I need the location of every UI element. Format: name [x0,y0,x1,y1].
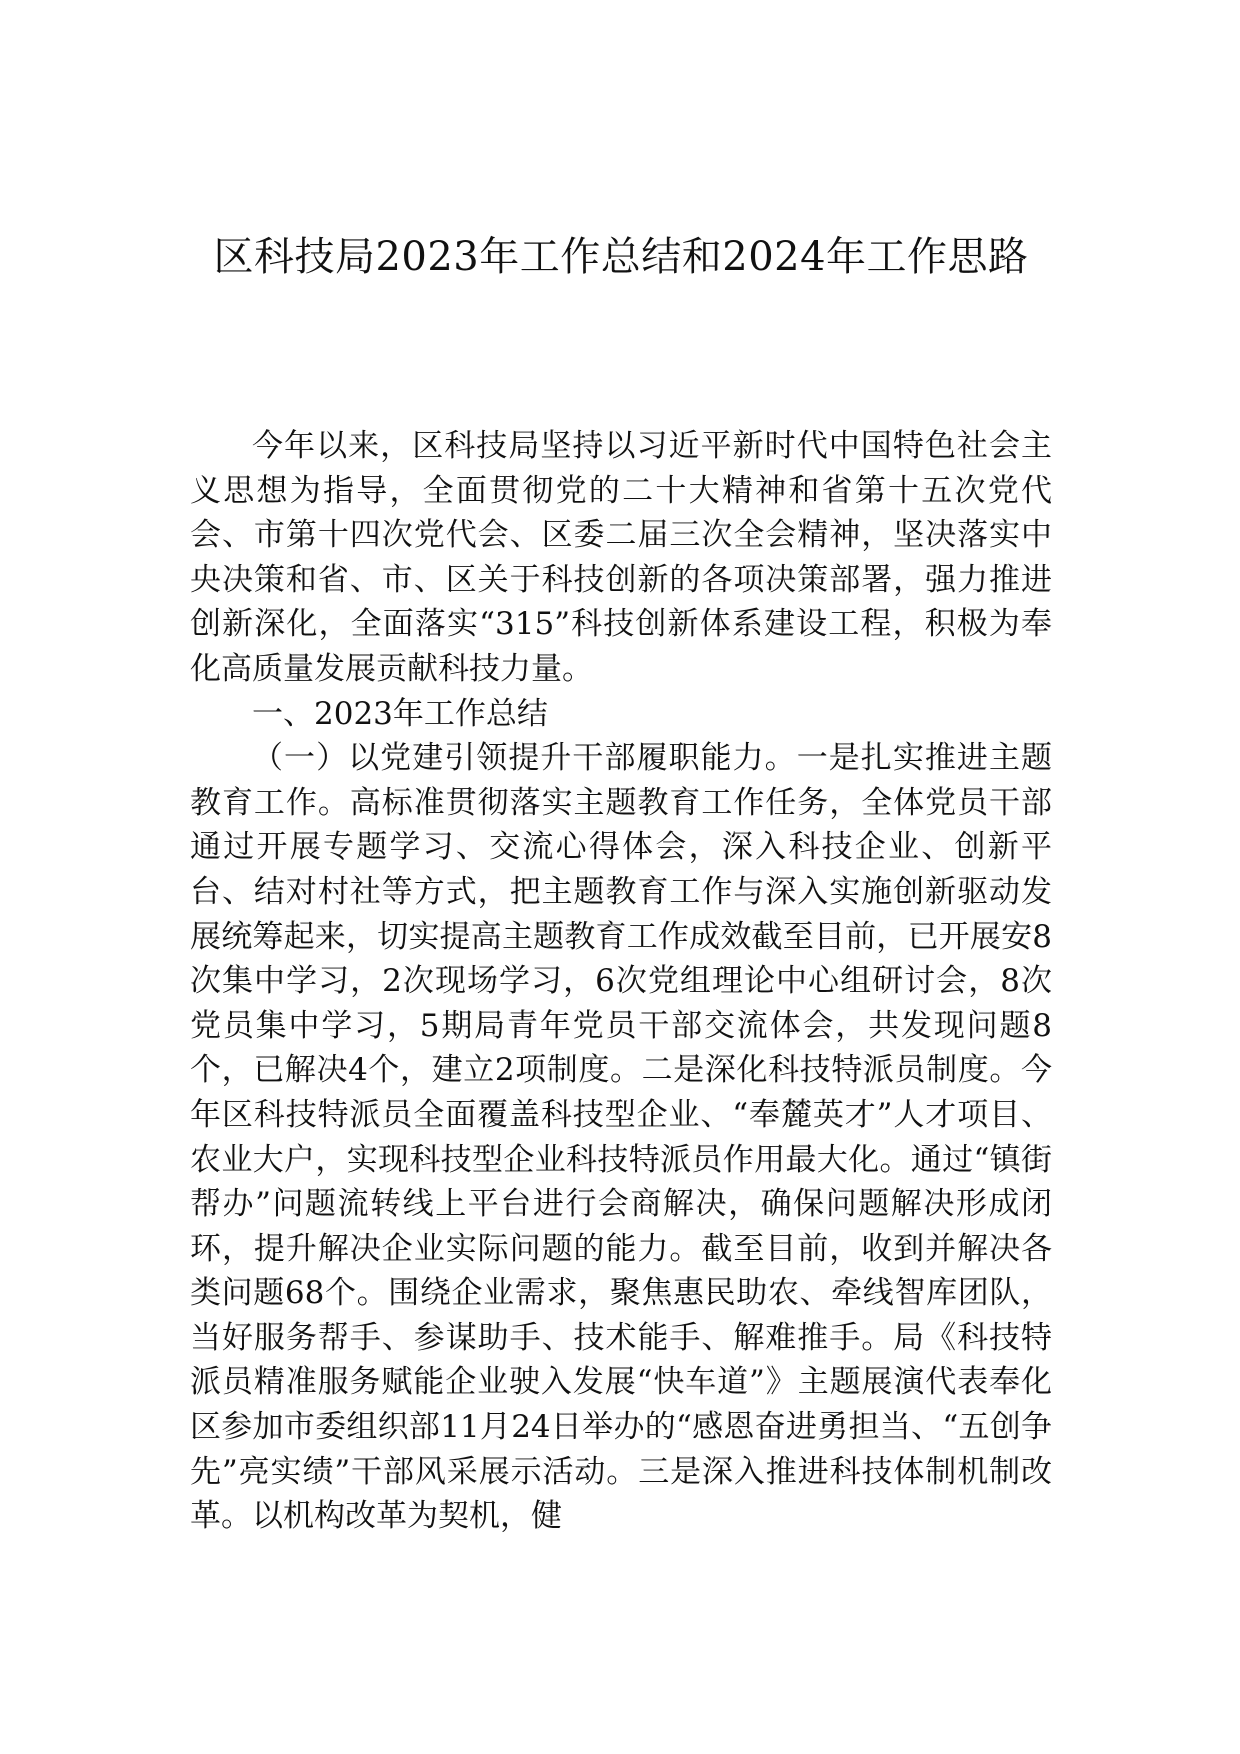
document-body [190,424,1052,1539]
section-1-paragraph-1: （一）以党建引领提升干部履职能力。一是扎实推进主题教育工作。高标准贯彻落实主题教育工作任务，全体党员干部通过开展专题学习、交流心得体会，深入科技企业、创新平台、结对村社等方式，把主题教育工作与深入实施创新驱动发展统筹起来，切实提高主题教育工作成效截至目前，已开展安8次集中学习，2次现场学习，6次党组理论中心组研讨会，8次党员集中学习，5期局青年党员干部交流体会，共发现问题8个，已解决4个，建立2项制度。二是深化科技特派员制度。今年区科技特派员全面覆盖科技型企业、“奉麓英才”人才项目、农业大户，实现科技型企业科技特派员作用最大化。通过“镇街帮办”问题流转线上平台进行会商解决，确保问题解决形成闭环，提升解决企业实际问题的能力。截至目前，收到并解决各类问题68个。围绕企业需求，聚焦惠民助农、牵线智库团队，当好服务帮手、参谋助手、技术能手、解难推手。局《科技特派员精准服务赋能企业驶入发展“快车道”》主题展演代表奉化区参加市委组织部11月24日举办的“感恩奋进勇担当、“五创争先”亮实绩”干部风采展示活动。三是深入推进科技体制机制改革。以机构改革为契机，健 [190,740,1052,1535]
document-title: 区科技局2023年工作总结和2024年工作思路 [213,234,1029,280]
section-1-heading: 一、2023年工作总结 [252,695,548,732]
intro-paragraph: 今年以来，区科技局坚持以习近平新时代中国特色社会主义思想为指导，全面贯彻党的二十大精神和省第十五次党代会、市第十四次党代会、区委二届三次全会精神，坚决落实中央决策和省、市、区关于科技创新的各项决策部署，强力推进创新深化，全面落实“315”科技创新体系建设工程，积极为奉化高质量发展贡献科技力量。 [190,428,1052,687]
